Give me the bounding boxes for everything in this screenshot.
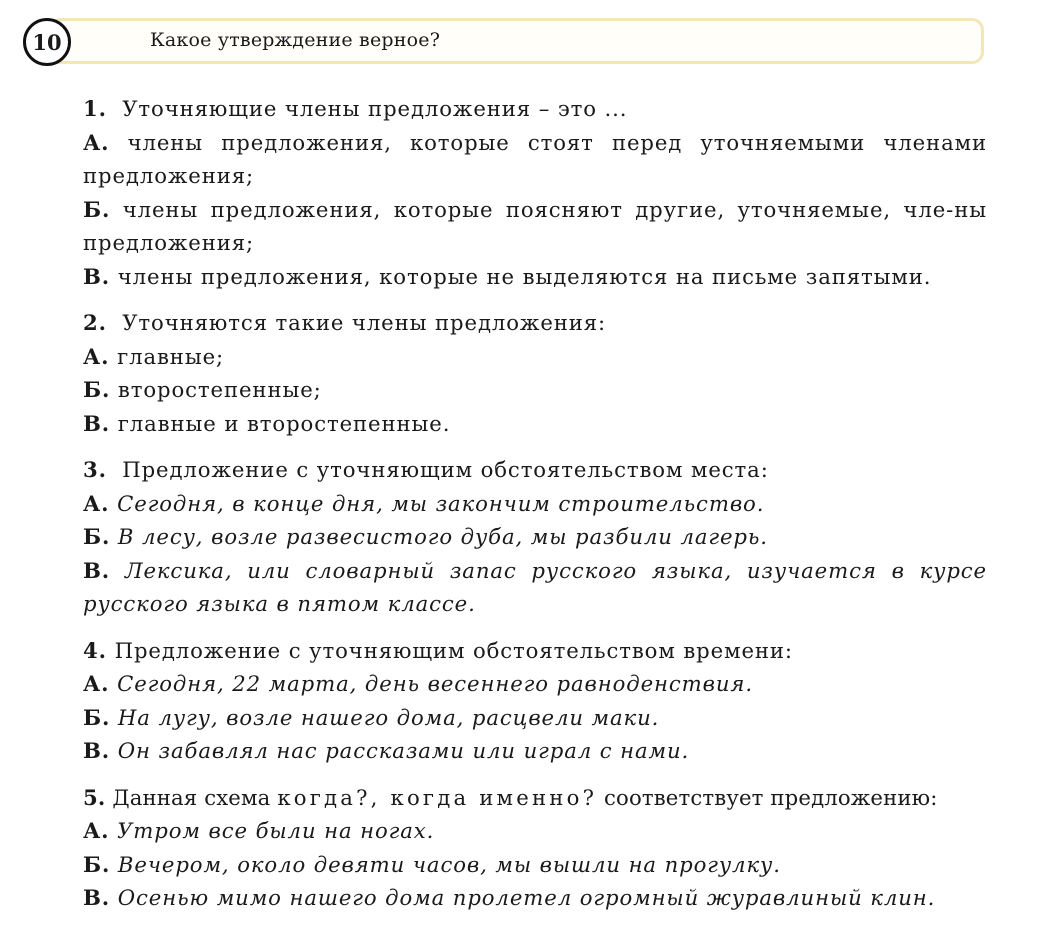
option-c[interactable]: [83, 407, 987, 441]
option-b[interactable]: [83, 848, 987, 882]
option-a[interactable]: [83, 487, 987, 521]
question-text-before: Данная схема: [112, 784, 271, 810]
question-text: Уточняются такие члены предложения:: [122, 310, 607, 335]
question-5: [83, 781, 987, 915]
question-number: 2.: [83, 310, 107, 335]
question-number: 4.: [83, 637, 107, 663]
option-letter: А.: [83, 343, 110, 369]
option-text: члены предложения, которые не выделяются на письме запятыми.: [117, 263, 932, 289]
option-b[interactable]: [83, 373, 987, 407]
task-title: Какое утверждение верное?: [150, 29, 441, 51]
option-c[interactable]: [83, 881, 987, 915]
question-2-prompt: [83, 306, 987, 340]
option-a[interactable]: [83, 126, 987, 193]
option-text: В лесу, возле развесистого дуба, мы разбили лагерь.: [117, 524, 768, 549]
option-text: Лексика, или словарный запас русского языка, изучается в курсе русского языка в пятом классе.: [83, 557, 987, 616]
question-text: Предложение с уточняющим обстоятельством времени:: [114, 637, 793, 663]
option-text: Он забавлял нас рассказами или играл с нами.: [117, 738, 690, 763]
option-letter: В.: [83, 557, 111, 583]
option-text: На лугу, возле нашего дома, расцвели маки.: [117, 704, 660, 730]
option-text: Сегодня, 22 марта, день весеннего равноденствия.: [117, 671, 754, 696]
option-c[interactable]: [83, 260, 987, 294]
option-letter: Б.: [83, 196, 111, 222]
option-a[interactable]: [83, 667, 987, 701]
option-a[interactable]: [83, 814, 987, 848]
questions-list: [83, 92, 987, 928]
question-3: [83, 453, 987, 621]
option-b[interactable]: [83, 520, 987, 554]
question-number: 3.: [83, 457, 107, 482]
option-letter: В.: [83, 410, 111, 436]
option-text: члены предложения, которые стоят перед уточняемыми членами предложения;: [83, 129, 987, 188]
option-letter: В.: [83, 263, 111, 289]
question-text: Предложение с уточняющим обстоятельством места:: [122, 457, 769, 482]
question-3-prompt: [83, 453, 987, 487]
option-text: Осенью мимо нашего дома пролетел огромный журавлиный клин.: [117, 885, 936, 910]
question-4-prompt: [83, 634, 987, 668]
question-number: 1.: [83, 96, 107, 121]
question-1: [83, 92, 987, 293]
option-letter: В.: [83, 885, 111, 910]
question-2: [83, 306, 987, 440]
option-letter: Б.: [83, 377, 111, 402]
option-text: второстепенные;: [117, 377, 322, 402]
option-letter: А.: [83, 129, 110, 155]
option-letter: А.: [83, 490, 110, 516]
option-b[interactable]: [83, 193, 987, 260]
question-number: 5.: [83, 784, 106, 810]
option-text: члены предложения, которые поясняют другие, уточняемые, чле-ны предложения;: [83, 196, 987, 255]
option-letter: А.: [83, 671, 110, 696]
option-b[interactable]: [83, 701, 987, 735]
task-number-badge: 10: [23, 18, 71, 66]
option-text: главные;: [117, 343, 225, 369]
question-1-prompt: [83, 92, 987, 126]
option-letter: Б.: [83, 851, 111, 877]
question-text-after: соответствует предложению:: [604, 784, 938, 810]
option-letter: В.: [83, 738, 111, 763]
question-5-prompt: [83, 781, 987, 815]
question-scheme: когда?, когда именно?: [277, 784, 598, 810]
option-c[interactable]: [83, 734, 987, 768]
option-letter: Б.: [83, 524, 111, 549]
option-letter: Б.: [83, 704, 111, 730]
option-text: главные и второстепенные.: [117, 410, 451, 436]
question-text: Уточняющие члены предложения – это ...: [122, 96, 628, 121]
option-letter: А.: [83, 818, 110, 843]
option-text: Сегодня, в конце дня, мы закончим строительство.: [117, 490, 765, 516]
option-text: Вечером, около девяти часов, мы вышли на прогулку.: [117, 851, 781, 877]
option-c[interactable]: [83, 554, 987, 621]
question-4: [83, 634, 987, 768]
option-a[interactable]: [83, 340, 987, 374]
option-text: Утром все были на ногах.: [117, 818, 435, 843]
